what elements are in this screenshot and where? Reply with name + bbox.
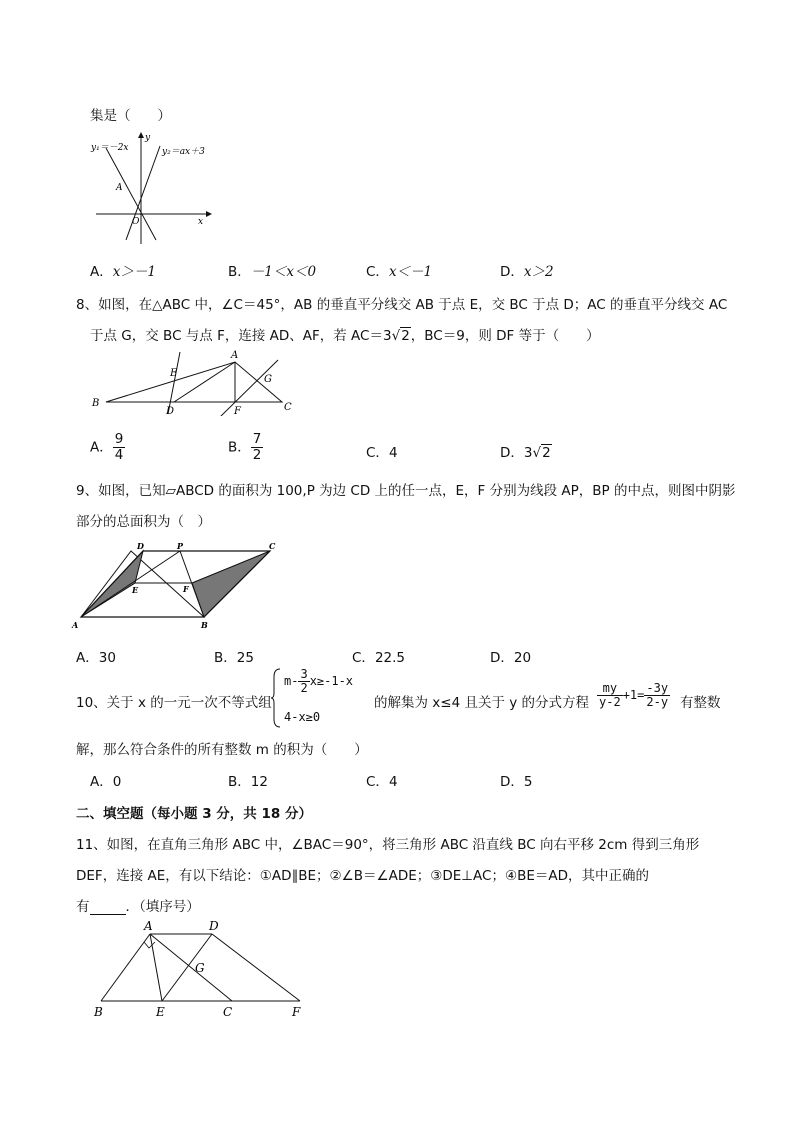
q10-equation: $\frac{my}{y-2}$ +1= $\frac{-3y}{2-y}$ [599, 681, 669, 710]
q10-option-a[interactable]: A．0 [90, 774, 122, 790]
q11-segment-ae [150, 934, 162, 1001]
q9-parallelogram [81, 551, 270, 617]
q9-segment-ap [81, 551, 180, 617]
q9-label-b: B [201, 620, 208, 630]
q9-option-b[interactable]: B．25 [214, 650, 254, 666]
q11-side-ac [150, 934, 232, 1001]
q11-side-df [212, 934, 300, 1001]
q11-label-d: D [209, 919, 219, 933]
q11-label-c: C [223, 1005, 233, 1019]
q9-label-a: A [72, 620, 79, 630]
q10-inequality-1: m- $\frac{3}{2}$ x≥-1-x [284, 667, 354, 696]
q9-label-d: D [137, 541, 144, 551]
q9-option-a[interactable]: A．30 [76, 650, 116, 666]
q11-label-g: G [195, 961, 205, 975]
q7-option-a[interactable]: A．x＞－1 [90, 264, 156, 280]
q7-stem-tail: 集是（ ） [90, 108, 171, 124]
q7-label-y2: y₂＝ax＋3 [162, 147, 205, 157]
q11-answer-blank[interactable] [90, 902, 126, 915]
q11-label-b: B [94, 1005, 103, 1019]
q7-figure [88, 128, 218, 248]
q7-option-b[interactable]: B．－1＜x＜0 [228, 264, 317, 280]
q8-line1: 8、如图，在△ABC 中，∠C＝45°，AB 的垂直平分线交 AB 于点 E，交 BC 于点 D；AC 的垂直平分线交 AC [76, 297, 728, 313]
q7-x-arrow [206, 211, 212, 217]
q11-label-a: A [144, 919, 153, 933]
q9-label-c: C [269, 541, 276, 551]
q11-right-angle-mark [144, 942, 155, 948]
q10-prefix: 10、关于 x 的一元一次不等式组 [76, 695, 272, 711]
q8-label-b: B [92, 398, 100, 409]
q7-label-y: y [145, 133, 151, 143]
q9-figure [70, 538, 290, 630]
q10-option-c[interactable]: C．4 [366, 774, 398, 790]
q10-option-b[interactable]: B．12 [228, 774, 268, 790]
q8-label-f: F [234, 406, 241, 416]
q8-option-d[interactable]: D．3√2 [500, 445, 551, 461]
q10-middle: 的解集为 x≤4 且关于 y 的分式方程 [374, 695, 590, 711]
q9-option-c[interactable]: C．22.5 [352, 650, 405, 666]
section-title-fill-in: 二、填空题（每小题 3 分，共 18 分） [76, 806, 312, 822]
q7-option-d[interactable]: D．x＞2 [500, 264, 554, 280]
q9-label-p: P [177, 541, 184, 551]
q11-line2: DEF，连接 AE，有以下结论：①AD∥BE；②∠B＝∠ADE；③DE⊥AC；④BE＝AD，其中正确的 [76, 868, 649, 884]
q7-label-x: x [198, 217, 204, 227]
q9-line2: 部分的总面积为（ ） [76, 514, 211, 530]
q11-label-f: F [292, 1005, 301, 1019]
q11-line1: 11、如图，在直角三角形 ABC 中，∠BAC＝90°，将三角形 ABC 沿直线 BC 向右平移 2cm 得到三角形 [76, 837, 700, 853]
q8-label-d: D [166, 406, 175, 416]
q8-option-a[interactable]: A． $\frac{9}{4}$ [90, 431, 124, 463]
q9-line1: 9、如图，已知▱ABCD 的面积为 100,P 为边 CD 上的任一点，E，F 分别为线段 AP，BP 的中点，则图中阴影 [76, 483, 736, 499]
q11-label-e: E [156, 1005, 165, 1019]
q10-brace [271, 667, 281, 729]
q8-label-c: C [284, 402, 292, 413]
q9-label-e: E [132, 585, 139, 595]
q8-perp-bisector-ab [168, 352, 180, 414]
q10-option-d[interactable]: D．5 [500, 774, 533, 790]
q10-line2: 解，那么符合条件的所有整数 m 的积为（ ） [76, 742, 368, 758]
q8-label-g: G [264, 374, 272, 385]
q7-option-c[interactable]: C．x＜－1 [366, 264, 433, 280]
q7-label-y1: y₁＝－2x [91, 143, 129, 153]
q8-perp-bisector-ac [219, 360, 278, 416]
q8-segment-ad [174, 362, 235, 402]
q7-label-o: O [132, 217, 140, 227]
q8-label-a: A [231, 350, 239, 361]
q10-suffix: 有整数 [680, 695, 721, 711]
q7-label-a: A [116, 183, 123, 193]
q7-y-arrow [138, 132, 144, 138]
q10-inequality-2: 4-x≥0 [284, 710, 321, 724]
q9-label-f: F [183, 584, 189, 594]
q9-option-d[interactable]: D．20 [490, 650, 532, 666]
q8-option-b[interactable]: B． $\frac{7}{2}$ [228, 431, 262, 463]
q8-figure [88, 346, 298, 416]
q11-line3: 有 ．（填序号） [76, 899, 200, 915]
q11-side-ab [101, 934, 150, 1001]
q9-shaded-right [192, 551, 270, 617]
q11-figure [86, 918, 318, 1020]
q8-line2: 于点 G，交 BC 与点 F，连接 AD、AF，若 AC＝3√2，BC＝9，则 DF 等于（ ） [90, 328, 600, 344]
q8-option-c[interactable]: C．4 [366, 445, 398, 461]
q8-label-e: E [170, 368, 178, 379]
